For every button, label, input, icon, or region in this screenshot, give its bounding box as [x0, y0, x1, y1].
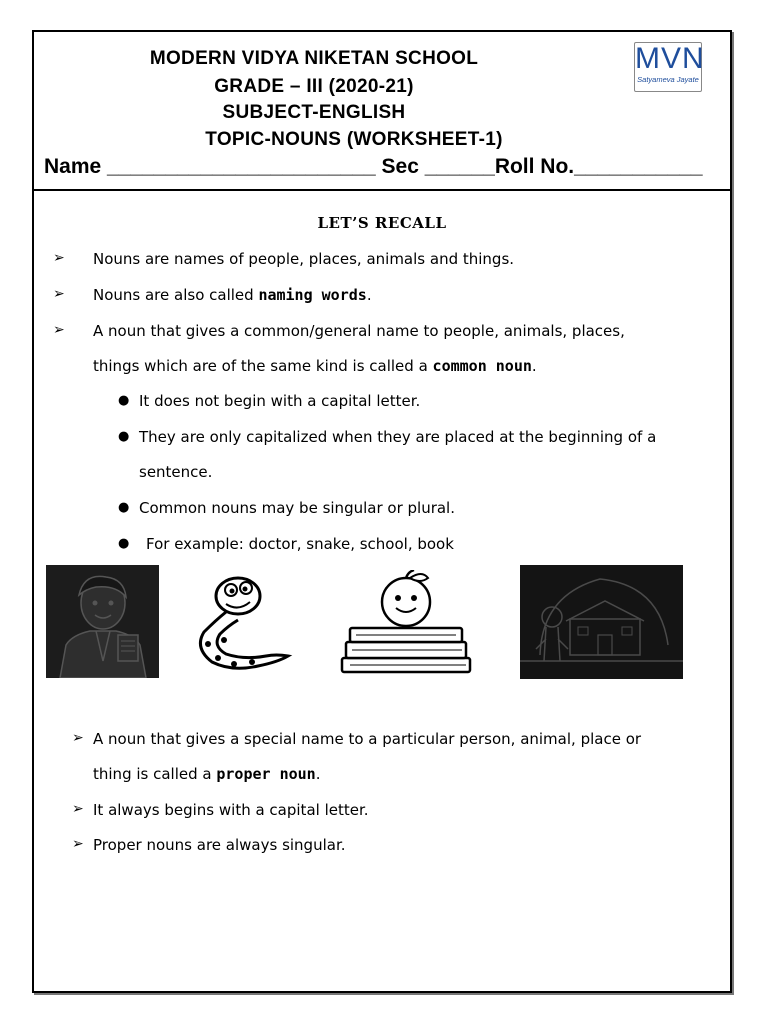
- sub-bullet-text: They are only capitalized when they are placed at the beginning of a: [139, 428, 657, 446]
- logo-letters: MVN: [635, 42, 705, 75]
- subject-line: SUBJECT-ENGLISH: [222, 102, 406, 123]
- sec-blank: ______: [424, 155, 495, 178]
- bullet-text: [93, 765, 320, 783]
- dot-bullet-icon: ●: [118, 429, 130, 444]
- text-run: thing is called a: [93, 765, 217, 783]
- dot-bullet-icon: ●: [118, 393, 130, 408]
- text-run: Nouns are also called: [93, 286, 259, 304]
- sub-bullet-text: sentence.: [139, 463, 213, 481]
- bullet-text: [93, 286, 372, 304]
- text-run: .: [315, 765, 321, 783]
- arrow-bullet-icon: ➢: [72, 801, 84, 817]
- school-logo: [634, 42, 705, 92]
- bullet-text: Proper nouns are always singular.: [93, 836, 346, 854]
- arrow-bullet-icon: ➢: [72, 730, 84, 746]
- books-image: [336, 570, 476, 678]
- text-run: .: [366, 286, 372, 304]
- doctor-image: [46, 565, 159, 678]
- topic-line: TOPIC-NOUNS (WORKSHEET-1): [205, 129, 503, 150]
- header-divider: [34, 189, 730, 191]
- logo-tagline: Satyameva Jayate: [637, 75, 699, 84]
- student-details-line: [44, 155, 703, 179]
- worksheet-page: [32, 30, 732, 993]
- bullet-text: A noun that gives a special name to a particular person, animal, place or: [93, 730, 642, 748]
- key-term: proper noun: [216, 765, 316, 783]
- name-blank: _______________________: [107, 155, 376, 178]
- arrow-bullet-icon: ➢: [53, 286, 65, 302]
- bullet-text: [93, 357, 537, 375]
- text-run: .: [531, 357, 537, 375]
- school-name: MODERN VIDYA NIKETAN SCHOOL: [149, 48, 479, 69]
- grade-line: GRADE – III (2020-21): [214, 76, 414, 97]
- sec-label: Sec: [381, 155, 419, 178]
- school-image: [520, 565, 683, 679]
- arrow-bullet-icon: ➢: [53, 322, 65, 338]
- name-label: Name: [44, 155, 102, 178]
- dot-bullet-icon: ●: [118, 536, 130, 551]
- sub-bullet-text: It does not begin with a capital letter.: [139, 392, 421, 410]
- bullet-text: Nouns are names of people, places, animals and things.: [93, 250, 515, 268]
- roll-blank: ___________: [574, 155, 703, 178]
- sub-bullet-text: For example: doctor, snake, school, book: [146, 535, 454, 553]
- arrow-bullet-icon: ➢: [72, 836, 84, 852]
- bullet-text: It always begins with a capital letter.: [93, 801, 369, 819]
- text-run: things which are of the same kind is called a: [93, 357, 433, 375]
- snake-image: [186, 570, 298, 676]
- key-term: naming words: [258, 286, 367, 304]
- roll-label: Roll No.: [494, 155, 575, 178]
- dot-bullet-icon: ●: [118, 500, 130, 515]
- section-heading: LET’S RECALL: [317, 214, 447, 232]
- sub-bullet-text: Common nouns may be singular or plural.: [139, 499, 455, 517]
- key-term: common noun: [432, 357, 532, 375]
- bullet-text: A noun that gives a common/general name to people, animals, places,: [93, 322, 625, 340]
- arrow-bullet-icon: ➢: [53, 250, 65, 266]
